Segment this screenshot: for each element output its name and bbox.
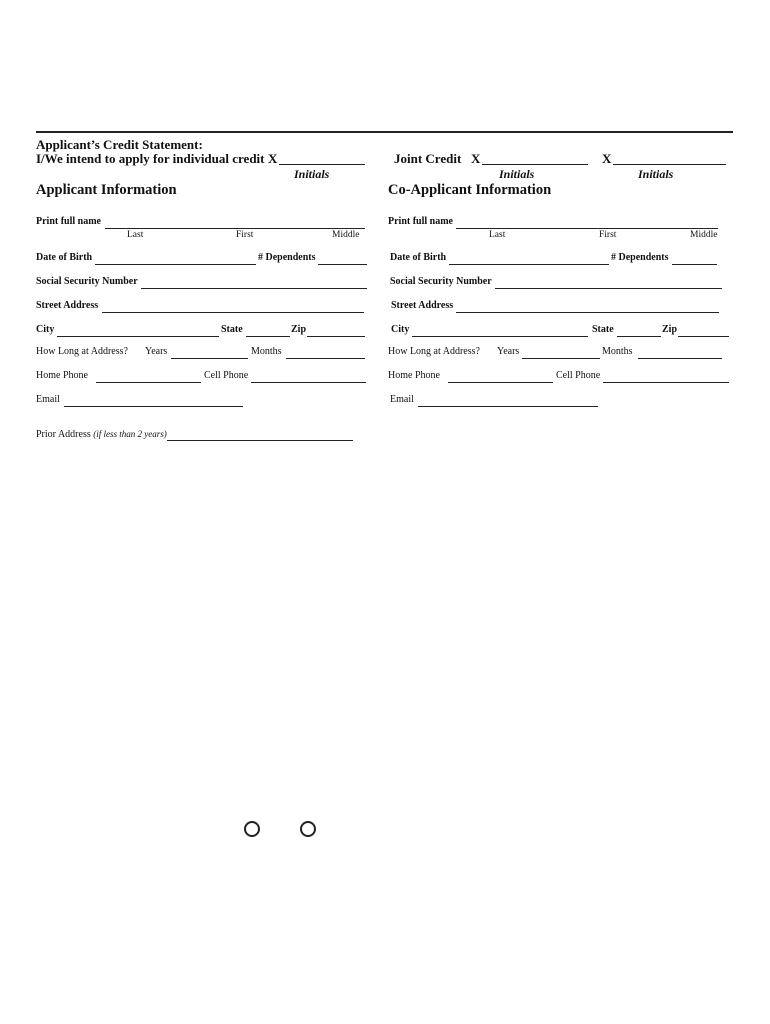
joint-initials-label-1: Initials <box>499 167 535 181</box>
co-applicant-years-label: Years <box>497 346 520 357</box>
applicant-name-field[interactable] <box>105 228 365 229</box>
co-applicant-cell-phone-label: Cell Phone <box>556 370 601 381</box>
prior-address-note: (if less than 2 years) <box>93 429 167 439</box>
prior-address-label <box>36 429 167 440</box>
co-applicant-ssn-label: Social Security Number <box>390 276 492 287</box>
applicant-last-label: Last <box>127 230 144 240</box>
co-applicant-ssn-field[interactable] <box>495 288 722 289</box>
applicant-email-label: Email <box>36 394 60 405</box>
co-applicant-first-label: First <box>599 230 617 240</box>
applicant-cell-phone-field[interactable] <box>251 382 366 383</box>
circle-icon <box>244 821 260 837</box>
co-applicant-email-field[interactable] <box>418 406 598 407</box>
applicant-how-long-label: How Long at Address? <box>36 346 128 357</box>
applicant-home-phone-label: Home Phone <box>36 370 88 381</box>
applicant-cell-phone-label: Cell Phone <box>204 370 249 381</box>
applicant-months-label: Months <box>251 346 282 357</box>
co-applicant-months-label: Months <box>602 346 633 357</box>
applicant-city-label: City <box>36 324 55 335</box>
applicant-state-label: State <box>221 324 243 335</box>
co-applicant-dependents-label: # Dependents <box>611 252 669 263</box>
applicant-zip-field[interactable] <box>307 336 365 337</box>
co-applicant-zip-label: Zip <box>662 324 678 335</box>
applicant-heading: Applicant Information <box>36 182 177 198</box>
joint-x-mark-1: X <box>471 151 481 166</box>
individual-credit-label: I/We intend to apply for individual credit <box>36 151 265 166</box>
co-applicant-cell-phone-field[interactable] <box>603 382 729 383</box>
prior-address-field[interactable] <box>167 440 353 441</box>
applicant-dob-label: Date of Birth <box>36 252 93 263</box>
applicant-state-field[interactable] <box>246 336 290 337</box>
applicant-name-label: Print full name <box>36 216 101 227</box>
co-applicant-city-label: City <box>391 324 410 335</box>
applicant-zip-label: Zip <box>291 324 307 335</box>
co-applicant-state-label: State <box>592 324 614 335</box>
co-applicant-street-field[interactable] <box>456 312 719 313</box>
co-applicant-years-field[interactable] <box>522 358 600 359</box>
co-applicant-name-label: Print full name <box>388 216 453 227</box>
co-applicant-state-field[interactable] <box>617 336 661 337</box>
applicant-street-label: Street Address <box>36 300 99 311</box>
individual-initials-line[interactable] <box>279 164 365 165</box>
co-applicant-zip-field[interactable] <box>678 336 729 337</box>
co-applicant-how-long-label: How Long at Address? <box>388 346 480 357</box>
joint-initials-label-2: Initials <box>638 167 674 181</box>
individual-x-mark: X <box>268 151 278 166</box>
co-applicant-home-phone-label: Home Phone <box>388 370 440 381</box>
applicant-dependents-field[interactable] <box>318 264 367 265</box>
applicant-street-field[interactable] <box>102 312 364 313</box>
applicant-home-phone-field[interactable] <box>96 382 201 383</box>
applicant-email-field[interactable] <box>64 406 243 407</box>
applicant-ssn-label: Social Security Number <box>36 276 138 287</box>
co-applicant-heading: Co-Applicant Information <box>388 182 552 198</box>
joint-initials-line-2[interactable] <box>613 164 726 165</box>
co-applicant-dob-field[interactable] <box>449 264 609 265</box>
applicant-dob-field[interactable] <box>95 264 256 265</box>
co-applicant-last-label: Last <box>489 230 506 240</box>
joint-credit-label: Joint Credit <box>394 151 462 166</box>
credit-statement-title: Applicant’s Credit Statement: <box>36 137 203 152</box>
applicant-months-field[interactable] <box>286 358 365 359</box>
top-rule <box>36 131 733 133</box>
co-applicant-middle-label: Middle <box>690 230 718 240</box>
co-applicant-dependents-field[interactable] <box>672 264 717 265</box>
applicant-middle-label: Middle <box>332 230 360 240</box>
co-applicant-email-label: Email <box>390 394 414 405</box>
prior-address-text: Prior Address <box>36 429 91 440</box>
co-applicant-dob-label: Date of Birth <box>390 252 447 263</box>
applicant-dependents-label: # Dependents <box>258 252 316 263</box>
circle-icon <box>300 821 316 837</box>
applicant-years-label: Years <box>145 346 168 357</box>
co-applicant-home-phone-field[interactable] <box>448 382 553 383</box>
applicant-ssn-field[interactable] <box>141 288 367 289</box>
co-applicant-months-field[interactable] <box>638 358 722 359</box>
individual-initials-label: Initials <box>294 167 330 181</box>
joint-x-mark-2: X <box>602 151 612 166</box>
applicant-years-field[interactable] <box>171 358 248 359</box>
applicant-city-field[interactable] <box>57 336 219 337</box>
applicant-first-label: First <box>236 230 254 240</box>
co-applicant-name-field[interactable] <box>456 228 718 229</box>
co-applicant-street-label: Street Address <box>391 300 454 311</box>
co-applicant-city-field[interactable] <box>412 336 588 337</box>
joint-initials-line-1[interactable] <box>482 164 588 165</box>
